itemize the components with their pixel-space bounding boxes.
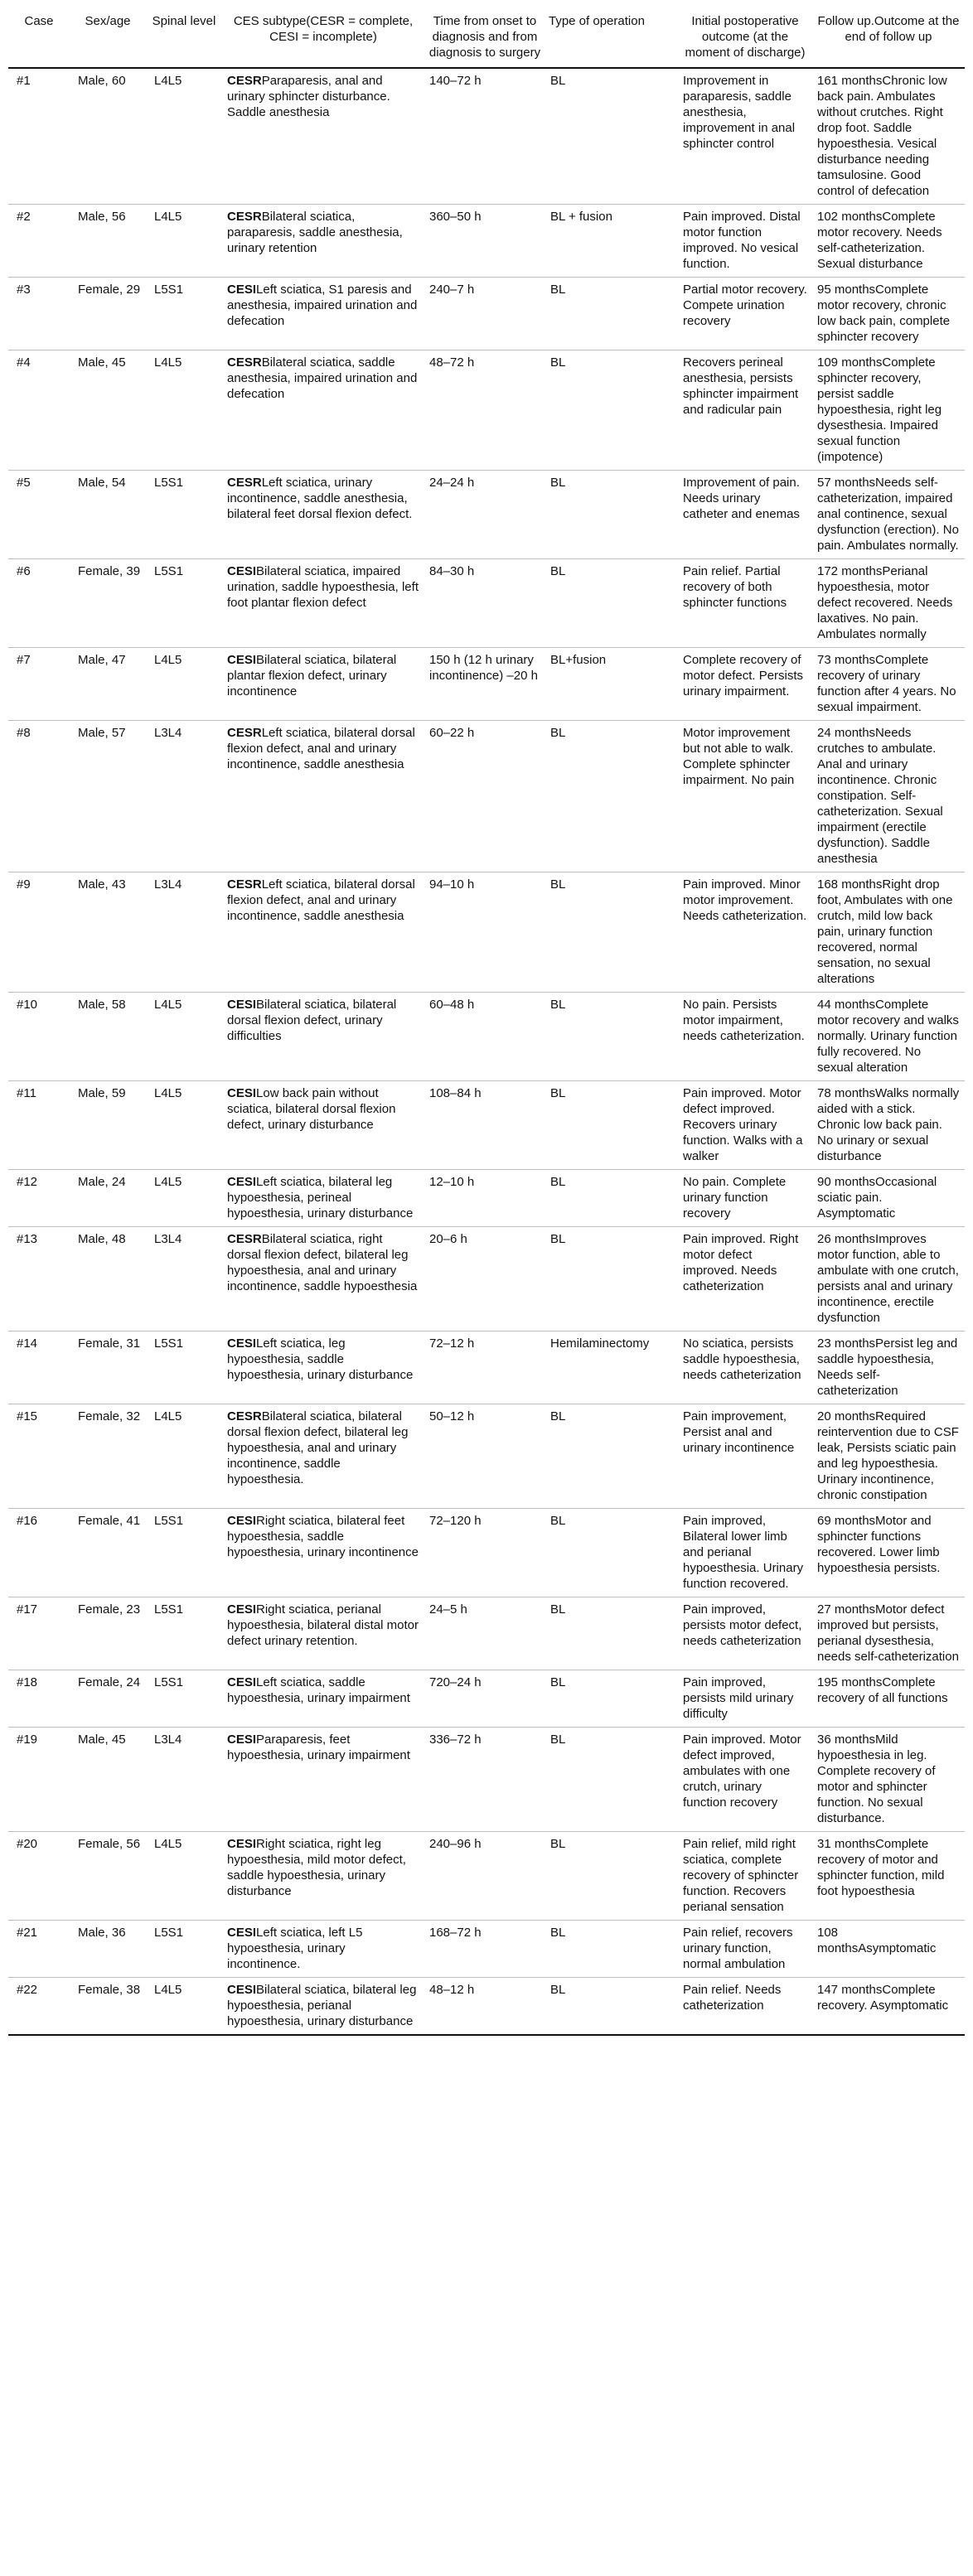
operation-cell: BL: [545, 1081, 678, 1170]
subtype-code: CESI: [227, 1926, 257, 1940]
symptoms-text: Paraparesis, anal and urinary sphincter disturbance. Saddle anesthesia: [227, 74, 390, 119]
case-cell: #16: [8, 1509, 70, 1597]
spinal-level-cell: L4L5: [146, 68, 222, 205]
time-cell: 360–50 h: [424, 205, 545, 278]
ces-subtype-cell: [222, 1921, 424, 1978]
header-follow-up: Follow up.Outcome at the end of follow up: [812, 7, 965, 68]
operation-cell: BL: [545, 1832, 678, 1921]
initial-outcome-cell: Pain relief. Needs catheterization: [678, 1978, 812, 2036]
header-case: Case: [8, 7, 70, 68]
table-row: [8, 68, 965, 205]
sex-age-cell: Male, 24: [70, 1170, 146, 1227]
case-cell: #9: [8, 872, 70, 993]
spinal-level-cell: L5S1: [146, 1921, 222, 1978]
symptoms-text: Right sciatica, perianal hypoesthesia, bilateral distal motor defect urinary retention.: [227, 1602, 419, 1648]
case-cell: #7: [8, 648, 70, 721]
operation-cell: Hemilaminectomy: [545, 1331, 678, 1404]
follow-up-cell: 90 monthsOccasional sciatic pain. Asymptomatic: [812, 1170, 965, 1227]
spinal-level-cell: L5S1: [146, 471, 222, 559]
spinal-level-cell: L4L5: [146, 1081, 222, 1170]
initial-outcome-cell: No pain. Persists motor impairment, needs catheterization.: [678, 993, 812, 1081]
subtype-code: CESI: [227, 564, 257, 578]
spinal-level-cell: L4L5: [146, 1170, 222, 1227]
spinal-level-cell: L5S1: [146, 559, 222, 648]
sex-age-cell: Male, 48: [70, 1227, 146, 1331]
initial-outcome-cell: No pain. Complete urinary function recovery: [678, 1170, 812, 1227]
header-ces-subtype: CES subtype(CESR = complete, CESI = incomplete): [222, 7, 424, 68]
ces-subtype-cell: [222, 1331, 424, 1404]
follow-up-cell: 195 monthsComplete recovery of all functions: [812, 1670, 965, 1728]
case-cell: #18: [8, 1670, 70, 1728]
ces-subtype-cell: [222, 1670, 424, 1728]
table-row: [8, 1921, 965, 1978]
initial-outcome-cell: Recovers perineal anesthesia, persists sphincter impairment and radicular pain: [678, 350, 812, 471]
subtype-code: CESR: [227, 210, 262, 224]
follow-up-cell: 24 monthsNeeds crutches to ambulate. Anal and urinary incontinence. Chronic constipation. Self-catheterization. Sexual impairment (erectile dysfunction). Saddle anesthesia: [812, 721, 965, 872]
initial-outcome-cell: Pain improved, persists mild urinary difficulty: [678, 1670, 812, 1728]
operation-cell: BL: [545, 278, 678, 350]
header-sex-age: Sex/age: [70, 7, 146, 68]
table-row: [8, 872, 965, 993]
follow-up-cell: 20 monthsRequired reintervention due to CSF leak, Persists sciatic pain and leg hypoesthesia. Urinary incontinence, chronic constipation: [812, 1404, 965, 1509]
case-cell: #13: [8, 1227, 70, 1331]
follow-up-cell: 95 monthsComplete motor recovery, chronic low back pain, complete sphincter recovery: [812, 278, 965, 350]
subtype-code: CESI: [227, 283, 257, 297]
subtype-code: CESI: [227, 1675, 257, 1689]
sex-age-cell: Female, 31: [70, 1331, 146, 1404]
table-row: [8, 1597, 965, 1670]
sex-age-cell: Male, 45: [70, 350, 146, 471]
initial-outcome-cell: Pain improved. Minor motor improvement. Needs catheterization.: [678, 872, 812, 993]
time-cell: 94–10 h: [424, 872, 545, 993]
sex-age-cell: Male, 56: [70, 205, 146, 278]
case-cell: #11: [8, 1081, 70, 1170]
operation-cell: BL+fusion: [545, 648, 678, 721]
operation-cell: BL: [545, 471, 678, 559]
operation-cell: BL: [545, 993, 678, 1081]
header-row: [8, 7, 965, 68]
case-cell: #17: [8, 1597, 70, 1670]
time-cell: 720–24 h: [424, 1670, 545, 1728]
time-cell: 72–12 h: [424, 1331, 545, 1404]
spinal-level-cell: L5S1: [146, 1509, 222, 1597]
spinal-level-cell: L4L5: [146, 993, 222, 1081]
spinal-level-cell: L4L5: [146, 350, 222, 471]
ces-subtype-cell: [222, 1509, 424, 1597]
operation-cell: BL: [545, 1728, 678, 1832]
case-cell: #14: [8, 1331, 70, 1404]
symptoms-text: Left sciatica, saddle hypoesthesia, urinary impairment: [227, 1675, 410, 1705]
time-cell: 12–10 h: [424, 1170, 545, 1227]
case-cell: #3: [8, 278, 70, 350]
initial-outcome-cell: Pain relief, mild right sciatica, complete recovery of sphincter function. Recovers perianal sensation: [678, 1832, 812, 1921]
table-row: [8, 1081, 965, 1170]
operation-cell: BL: [545, 721, 678, 872]
time-cell: 50–12 h: [424, 1404, 545, 1509]
table-body: [8, 68, 965, 2035]
follow-up-cell: 78 monthsWalks normally aided with a stick. Chronic low back pain. No urinary or sexual disturbance: [812, 1081, 965, 1170]
symptoms-text: Left sciatica, bilateral leg hypoesthesia, perineal hypoesthesia, urinary disturbance: [227, 1175, 414, 1220]
case-cell: #2: [8, 205, 70, 278]
sex-age-cell: Male, 47: [70, 648, 146, 721]
operation-cell: BL: [545, 1227, 678, 1331]
subtype-code: CESI: [227, 1336, 257, 1351]
case-cell: #4: [8, 350, 70, 471]
ces-subtype-cell: [222, 1832, 424, 1921]
subtype-code: CESR: [227, 74, 262, 88]
sex-age-cell: Female, 41: [70, 1509, 146, 1597]
ces-subtype-cell: [222, 471, 424, 559]
initial-outcome-cell: Improvement of pain. Needs urinary catheter and enemas: [678, 471, 812, 559]
header-operation: Type of operation: [545, 7, 678, 68]
initial-outcome-cell: Pain improved. Distal motor function improved. No vesical function.: [678, 205, 812, 278]
operation-cell: BL: [545, 559, 678, 648]
ces-subtype-cell: [222, 1227, 424, 1331]
subtype-code: CESI: [227, 1733, 257, 1747]
symptoms-text: Bilateral sciatica, impaired urination, saddle hypoesthesia, left foot plantar flexion defect: [227, 564, 419, 610]
ces-subtype-cell: [222, 1081, 424, 1170]
symptoms-text: Paraparesis, feet hypoesthesia, urinary impairment: [227, 1733, 410, 1762]
time-cell: 24–5 h: [424, 1597, 545, 1670]
ces-subtype-cell: [222, 1170, 424, 1227]
sex-age-cell: Male, 60: [70, 68, 146, 205]
time-cell: 150 h (12 h urinary incontinence) –20 h: [424, 648, 545, 721]
spinal-level-cell: L5S1: [146, 1331, 222, 1404]
symptoms-text: Bilateral sciatica, saddle anesthesia, impaired urination and defecation: [227, 355, 418, 401]
subtype-code: CESI: [227, 1837, 257, 1851]
spinal-level-cell: L5S1: [146, 1597, 222, 1670]
subtype-code: CESI: [227, 1175, 257, 1189]
spinal-level-cell: L3L4: [146, 1227, 222, 1331]
operation-cell: BL: [545, 1509, 678, 1597]
follow-up-cell: 23 monthsPersist leg and saddle hypoesthesia, Needs self-catheterization: [812, 1331, 965, 1404]
operation-cell: BL: [545, 350, 678, 471]
sex-age-cell: Male, 45: [70, 1728, 146, 1832]
case-cell: #19: [8, 1728, 70, 1832]
subtype-code: CESI: [227, 1602, 257, 1617]
case-table: [8, 7, 965, 2036]
sex-age-cell: Male, 58: [70, 993, 146, 1081]
follow-up-cell: 69 monthsMotor and sphincter functions recovered. Lower limb hypoesthesia persists.: [812, 1509, 965, 1597]
table-row: [8, 471, 965, 559]
sex-age-cell: Female, 23: [70, 1597, 146, 1670]
symptoms-text: Left sciatica, left L5 hypoesthesia, urinary incontinence.: [227, 1926, 363, 1971]
time-cell: 108–84 h: [424, 1081, 545, 1170]
spinal-level-cell: L4L5: [146, 1832, 222, 1921]
follow-up-cell: 109 monthsComplete sphincter recovery, persist saddle hypoesthesia, right leg dysesthesia. Impaired sexual function (impotence): [812, 350, 965, 471]
follow-up-cell: 147 monthsComplete recovery. Asymptomatic: [812, 1978, 965, 2036]
time-cell: 240–96 h: [424, 1832, 545, 1921]
ces-subtype-cell: [222, 350, 424, 471]
initial-outcome-cell: Partial motor recovery. Compete urination recovery: [678, 278, 812, 350]
table-row: [8, 1227, 965, 1331]
ces-subtype-cell: [222, 205, 424, 278]
sex-age-cell: Female, 32: [70, 1404, 146, 1509]
case-cell: #21: [8, 1921, 70, 1978]
subtype-code: CESI: [227, 1086, 257, 1100]
operation-cell: BL: [545, 1170, 678, 1227]
symptoms-text: Bilateral sciatica, paraparesis, saddle anesthesia, urinary retention: [227, 210, 403, 255]
case-cell: #6: [8, 559, 70, 648]
initial-outcome-cell: Pain improvement, Persist anal and urinary incontinence: [678, 1404, 812, 1509]
table-row: [8, 278, 965, 350]
initial-outcome-cell: No sciatica, persists saddle hypoesthesia, needs catheterization: [678, 1331, 812, 1404]
follow-up-cell: 36 monthsMild hypoesthesia in leg. Complete recovery of motor and sphincter function. No sexual disturbance.: [812, 1728, 965, 1832]
spinal-level-cell: L4L5: [146, 648, 222, 721]
spinal-level-cell: L3L4: [146, 1728, 222, 1832]
ces-subtype-cell: [222, 872, 424, 993]
sex-age-cell: Male, 59: [70, 1081, 146, 1170]
table-row: [8, 1404, 965, 1509]
table-row: [8, 205, 965, 278]
time-cell: 48–12 h: [424, 1978, 545, 2036]
spinal-level-cell: L5S1: [146, 278, 222, 350]
ces-subtype-cell: [222, 993, 424, 1081]
follow-up-cell: 44 monthsComplete motor recovery and walks normally. Urinary function fully recovered. No sexual alteration: [812, 993, 965, 1081]
table-row: [8, 721, 965, 872]
ces-subtype-cell: [222, 648, 424, 721]
table-row: [8, 1728, 965, 1832]
follow-up-cell: 57 monthsNeeds self-catheterization, impaired anal continence, sexual dysfunction (erection). No pain. Ambulates normally.: [812, 471, 965, 559]
follow-up-cell: 27 monthsMotor defect improved but persists, perianal dysesthesia, needs self-catheterization: [812, 1597, 965, 1670]
header-spinal-level: Spinal level: [146, 7, 222, 68]
initial-outcome-cell: Pain improved, Bilateral lower limb and perianal hypoesthesia. Urinary function recovered.: [678, 1509, 812, 1597]
initial-outcome-cell: Pain improved. Motor defect improved. Recovers urinary function. Walks with a walker: [678, 1081, 812, 1170]
ces-subtype-cell: [222, 68, 424, 205]
follow-up-cell: 73 monthsComplete recovery of urinary function after 4 years. No sexual impairment.: [812, 648, 965, 721]
time-cell: 140–72 h: [424, 68, 545, 205]
initial-outcome-cell: Complete recovery of motor defect. Persists urinary impairment.: [678, 648, 812, 721]
operation-cell: BL: [545, 872, 678, 993]
spinal-level-cell: L4L5: [146, 205, 222, 278]
time-cell: 168–72 h: [424, 1921, 545, 1978]
ces-subtype-cell: [222, 559, 424, 648]
table-row: [8, 1331, 965, 1404]
time-cell: 60–48 h: [424, 993, 545, 1081]
case-cell: #22: [8, 1978, 70, 2036]
follow-up-cell: 31 monthsComplete recovery of motor and sphincter function, mild foot hypoesthesia: [812, 1832, 965, 1921]
sex-age-cell: Female, 24: [70, 1670, 146, 1728]
time-cell: 336–72 h: [424, 1728, 545, 1832]
table-row: [8, 1670, 965, 1728]
table-row: [8, 993, 965, 1081]
symptoms-text: Left sciatica, bilateral dorsal flexion defect, anal and urinary incontinence, saddle anesthesia: [227, 877, 415, 923]
time-cell: 84–30 h: [424, 559, 545, 648]
symptoms-text: Left sciatica, S1 paresis and anesthesia, impaired urination and defecation: [227, 283, 418, 328]
time-cell: 48–72 h: [424, 350, 545, 471]
table-row: [8, 1978, 965, 2036]
subtype-code: CESR: [227, 1409, 262, 1423]
spinal-level-cell: L4L5: [146, 1978, 222, 2036]
ces-subtype-cell: [222, 1728, 424, 1832]
symptoms-text: Bilateral sciatica, bilateral dorsal flexion defect, bilateral leg hypoesthesia, anal and urinary incontinence, saddle hypoesthesia.: [227, 1409, 409, 1486]
sex-age-cell: Male, 43: [70, 872, 146, 993]
header-time: Time from onset to diagnosis and from diagnosis to surgery: [424, 7, 545, 68]
time-cell: 20–6 h: [424, 1227, 545, 1331]
follow-up-cell: 172 monthsPerianal hypoesthesia, motor defect recovered. Needs laxatives. No pain. Ambulates normally: [812, 559, 965, 648]
subtype-code: CESI: [227, 1514, 257, 1528]
subtype-code: CESI: [227, 998, 257, 1012]
symptoms-text: Left sciatica, urinary incontinence, saddle anesthesia, bilateral feet dorsal flexion defect.: [227, 476, 413, 521]
table-header: [8, 7, 965, 68]
ces-subtype-cell: [222, 278, 424, 350]
symptoms-text: Right sciatica, bilateral feet hypoesthesia, saddle hypoesthesia, urinary incontinence: [227, 1514, 419, 1559]
table-row: [8, 1170, 965, 1227]
initial-outcome-cell: Pain improved, persists motor defect, needs catheterization: [678, 1597, 812, 1670]
sex-age-cell: Female, 39: [70, 559, 146, 648]
header-initial-outcome: Initial postoperative outcome (at the moment of discharge): [678, 7, 812, 68]
table-row: [8, 648, 965, 721]
time-cell: 60–22 h: [424, 721, 545, 872]
subtype-code: CESI: [227, 653, 257, 667]
sex-age-cell: Female, 38: [70, 1978, 146, 2036]
operation-cell: BL: [545, 68, 678, 205]
initial-outcome-cell: Pain relief, recovers urinary function, normal ambulation: [678, 1921, 812, 1978]
spinal-level-cell: L3L4: [146, 872, 222, 993]
subtype-code: CESR: [227, 476, 262, 490]
table-row: [8, 1509, 965, 1597]
subtype-code: CESI: [227, 1983, 257, 1997]
initial-outcome-cell: Motor improvement but not able to walk. Complete sphincter impairment. No pain: [678, 721, 812, 872]
subtype-code: CESR: [227, 355, 262, 370]
case-cell: #15: [8, 1404, 70, 1509]
table-row: [8, 1832, 965, 1921]
operation-cell: BL: [545, 1670, 678, 1728]
symptoms-text: Right sciatica, right leg hypoesthesia, mild motor defect, saddle hypoesthesia, urinary disturbance: [227, 1837, 406, 1898]
time-cell: 240–7 h: [424, 278, 545, 350]
spinal-level-cell: L3L4: [146, 721, 222, 872]
case-cell: #1: [8, 68, 70, 205]
sex-age-cell: Male, 57: [70, 721, 146, 872]
ces-subtype-cell: [222, 1978, 424, 2036]
initial-outcome-cell: Pain improved. Motor defect improved, ambulates with one crutch, urinary function recovery: [678, 1728, 812, 1832]
sex-age-cell: Female, 29: [70, 278, 146, 350]
spinal-level-cell: L5S1: [146, 1670, 222, 1728]
symptoms-text: Left sciatica, leg hypoesthesia, saddle hypoesthesia, urinary disturbance: [227, 1336, 414, 1382]
case-cell: #5: [8, 471, 70, 559]
time-cell: 24–24 h: [424, 471, 545, 559]
sex-age-cell: Male, 36: [70, 1921, 146, 1978]
follow-up-cell: 102 monthsComplete motor recovery. Needs self-catheterization. Sexual disturbance: [812, 205, 965, 278]
symptoms-text: Left sciatica, bilateral dorsal flexion defect, anal and urinary incontinence, saddle anesthesia: [227, 726, 415, 771]
operation-cell: BL + fusion: [545, 205, 678, 278]
time-cell: 72–120 h: [424, 1509, 545, 1597]
symptoms-text: Bilateral sciatica, bilateral dorsal flexion defect, urinary difficulties: [227, 998, 397, 1043]
operation-cell: BL: [545, 1597, 678, 1670]
symptoms-text: Low back pain without sciatica, bilateral dorsal flexion defect, urinary disturbance: [227, 1086, 396, 1132]
table-row: [8, 559, 965, 648]
initial-outcome-cell: Improvement in paraparesis, saddle anesthesia, improvement in anal sphincter control: [678, 68, 812, 205]
follow-up-cell: 26 monthsImproves motor function, able to ambulate with one crutch, persists anal and urinary incontinence, erectile dysfunction: [812, 1227, 965, 1331]
ces-subtype-cell: [222, 1404, 424, 1509]
sex-age-cell: Female, 56: [70, 1832, 146, 1921]
ces-subtype-cell: [222, 721, 424, 872]
initial-outcome-cell: Pain improved. Right motor defect improved. Needs catheterization: [678, 1227, 812, 1331]
symptoms-text: Bilateral sciatica, bilateral plantar flexion defect, urinary incontinence: [227, 653, 397, 698]
subtype-code: CESR: [227, 877, 262, 892]
operation-cell: BL: [545, 1921, 678, 1978]
operation-cell: BL: [545, 1404, 678, 1509]
operation-cell: BL: [545, 1978, 678, 2036]
symptoms-text: Bilateral sciatica, right dorsal flexion defect, bilateral leg hypoesthesia, anal and urinary incontinence, saddle hypoesthesia: [227, 1232, 418, 1293]
ces-subtype-cell: [222, 1597, 424, 1670]
follow-up-cell: 108 monthsAsymptomatic: [812, 1921, 965, 1978]
sex-age-cell: Male, 54: [70, 471, 146, 559]
subtype-code: CESR: [227, 1232, 262, 1246]
subtype-code: CESR: [227, 726, 262, 740]
follow-up-cell: 168 monthsRight drop foot, Ambulates with one crutch, mild low back pain, urinary function recovered, normal sensation, no sexual alterations: [812, 872, 965, 993]
case-cell: #12: [8, 1170, 70, 1227]
table-row: [8, 350, 965, 471]
initial-outcome-cell: Pain relief. Partial recovery of both sphincter functions: [678, 559, 812, 648]
case-cell: #10: [8, 993, 70, 1081]
case-cell: #8: [8, 721, 70, 872]
symptoms-text: Bilateral sciatica, bilateral leg hypoesthesia, perianal hypoesthesia, urinary disturbance: [227, 1983, 417, 2028]
case-cell: #20: [8, 1832, 70, 1921]
follow-up-cell: 161 monthsChronic low back pain. Ambulates without crutches. Right drop foot. Saddle hypoesthesia. Vesical disturbance needing tamsulosine. Good control of defecation: [812, 68, 965, 205]
spinal-level-cell: L4L5: [146, 1404, 222, 1509]
